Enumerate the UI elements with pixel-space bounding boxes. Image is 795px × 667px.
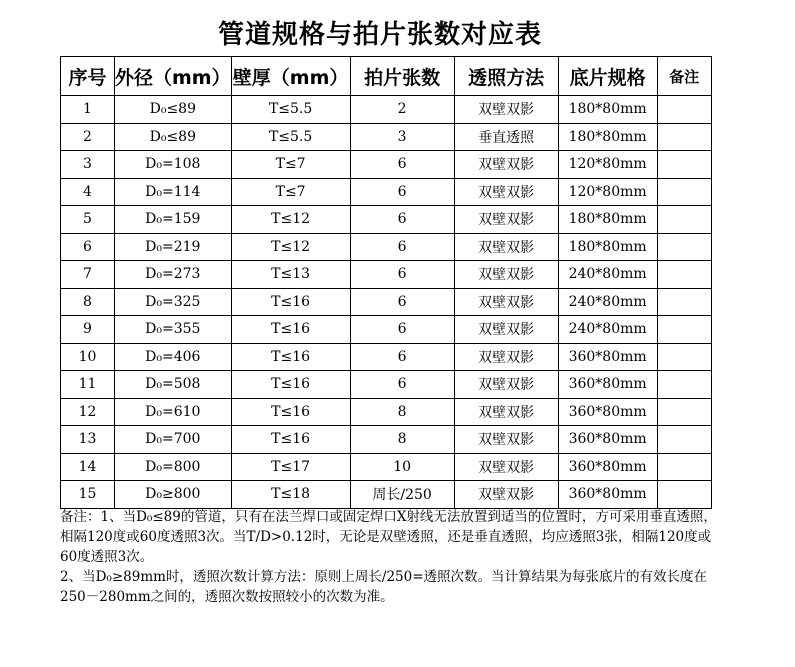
cell-outer-diameter: D₀=700: [115, 426, 232, 454]
cell-film-count: 6: [350, 151, 454, 179]
header-film-count: 拍片张数: [350, 57, 454, 96]
cell-remarks: [657, 96, 711, 124]
cell-film-spec: 360*80mm: [558, 343, 657, 371]
cell-outer-diameter: D₀≤89: [115, 123, 232, 151]
cell-wall-thickness: T≤16: [231, 316, 350, 344]
cell-film-count: 6: [350, 233, 454, 261]
cell-wall-thickness: T≤18: [231, 481, 350, 509]
cell-remarks: [657, 398, 711, 426]
cell-method: 双壁双影: [454, 288, 558, 316]
cell-film-spec: 360*80mm: [558, 426, 657, 454]
cell-method: 双壁双影: [454, 261, 558, 289]
table-row: [61, 206, 712, 234]
cell-film-count: 6: [350, 288, 454, 316]
cell-outer-diameter: D₀=406: [115, 343, 232, 371]
cell-outer-diameter: D₀=610: [115, 398, 232, 426]
cell-wall-thickness: T≤12: [231, 206, 350, 234]
cell-remarks: [657, 426, 711, 454]
cell-method: 垂直透照: [454, 123, 558, 151]
cell-index: 4: [61, 178, 115, 206]
cell-film-spec: 240*80mm: [558, 288, 657, 316]
cell-index: 13: [61, 426, 115, 454]
cell-remarks: [657, 206, 711, 234]
cell-film-count: 6: [350, 261, 454, 289]
cell-method: 双壁双影: [454, 96, 558, 124]
cell-outer-diameter: D₀=219: [115, 233, 232, 261]
note-2: 2、当D₀≥89mm时，透照次数计算方法：原则上周长/250=透照次数。当计算结果为每张底片的有效长度在250－280mm之间的，透照次数按照较小的次数为准。: [60, 569, 708, 605]
cell-outer-diameter: D₀=108: [115, 151, 232, 179]
cell-film-count: 6: [350, 371, 454, 399]
cell-wall-thickness: T≤7: [231, 151, 350, 179]
table-header-row: [61, 57, 712, 96]
cell-method: 双壁双影: [454, 426, 558, 454]
cell-film-spec: 120*80mm: [558, 151, 657, 179]
cell-film-count: 8: [350, 398, 454, 426]
cell-method: 双壁双影: [454, 178, 558, 206]
cell-index: 7: [61, 261, 115, 289]
table-row: [61, 96, 712, 124]
page-title: 管道规格与拍片张数对应表: [217, 20, 542, 50]
cell-remarks: [657, 261, 711, 289]
cell-method: 双壁双影: [454, 398, 558, 426]
cell-remarks: [657, 178, 711, 206]
note-1: 备注：1、当D₀≤89的管道，只有在法兰焊口或固定焊口X射线无法放置到适当的位置时，方可采用垂直透照，相隔120度或60度透照3次。当T/D>0.12时，无论是双壁透照，还是垂直透照，均应透照3张，相隔120度或60度透照3次。: [60, 509, 717, 565]
cell-wall-thickness: T≤16: [231, 288, 350, 316]
cell-method: 双壁双影: [454, 343, 558, 371]
cell-wall-thickness: T≤13: [231, 261, 350, 289]
cell-index: 2: [61, 123, 115, 151]
table-row: [61, 178, 712, 206]
cell-film-count: 3: [350, 123, 454, 151]
cell-index: 1: [61, 96, 115, 124]
table-row: [61, 371, 712, 399]
cell-wall-thickness: T≤17: [231, 453, 350, 481]
cell-wall-thickness: T≤7: [231, 178, 350, 206]
header-index: 序号: [61, 57, 115, 96]
header-wall-thickness: 壁厚（mm）: [231, 57, 350, 96]
table-row: [61, 261, 712, 289]
cell-film-spec: 360*80mm: [558, 398, 657, 426]
cell-film-count: 周长/250: [350, 481, 454, 509]
cell-film-spec: 180*80mm: [558, 206, 657, 234]
cell-index: 14: [61, 453, 115, 481]
cell-outer-diameter: D₀=159: [115, 206, 232, 234]
cell-index: 12: [61, 398, 115, 426]
cell-outer-diameter: D₀=800: [115, 453, 232, 481]
cell-outer-diameter: D₀≤89: [115, 96, 232, 124]
cell-outer-diameter: D₀≥800: [115, 481, 232, 509]
cell-method: 双壁双影: [454, 233, 558, 261]
cell-index: 15: [61, 481, 115, 509]
cell-film-count: 6: [350, 316, 454, 344]
table-row: [61, 288, 712, 316]
cell-outer-diameter: D₀=273: [115, 261, 232, 289]
cell-remarks: [657, 316, 711, 344]
header-remarks: 备注: [657, 57, 711, 96]
cell-film-spec: 360*80mm: [558, 453, 657, 481]
cell-film-count: 10: [350, 453, 454, 481]
cell-film-count: 6: [350, 206, 454, 234]
cell-wall-thickness: T≤5.5: [231, 123, 350, 151]
cell-remarks: [657, 481, 711, 509]
table-row: [61, 233, 712, 261]
table-row: [61, 316, 712, 344]
cell-remarks: [657, 288, 711, 316]
cell-film-count: 2: [350, 96, 454, 124]
cell-method: 双壁双影: [454, 206, 558, 234]
cell-index: 3: [61, 151, 115, 179]
cell-outer-diameter: D₀=355: [115, 316, 232, 344]
table-row: [61, 426, 712, 454]
cell-method: 双壁双影: [454, 371, 558, 399]
cell-method: 双壁双影: [454, 453, 558, 481]
cell-index: 9: [61, 316, 115, 344]
header-outer-diameter: 外径（mm）: [115, 57, 232, 96]
cell-method: 双壁双影: [454, 316, 558, 344]
cell-wall-thickness: T≤16: [231, 371, 350, 399]
cell-film-spec: 120*80mm: [558, 178, 657, 206]
header-film-spec: 底片规格: [558, 57, 657, 96]
cell-film-spec: 360*80mm: [558, 371, 657, 399]
cell-method: 双壁双影: [454, 481, 558, 509]
cell-index: 6: [61, 233, 115, 261]
header-method: 透照方法: [454, 57, 558, 96]
notes: [60, 507, 720, 607]
cell-outer-diameter: D₀=325: [115, 288, 232, 316]
cell-film-count: 6: [350, 343, 454, 371]
cell-wall-thickness: T≤16: [231, 398, 350, 426]
table-row: [61, 398, 712, 426]
cell-remarks: [657, 151, 711, 179]
cell-wall-thickness: T≤16: [231, 426, 350, 454]
table-row: [61, 151, 712, 179]
cell-outer-diameter: D₀=114: [115, 178, 232, 206]
cell-film-spec: 180*80mm: [558, 96, 657, 124]
cell-film-spec: 240*80mm: [558, 316, 657, 344]
cell-wall-thickness: T≤16: [231, 343, 350, 371]
cell-remarks: [657, 343, 711, 371]
cell-film-count: 8: [350, 426, 454, 454]
table-row: [61, 123, 712, 151]
cell-remarks: [657, 233, 711, 261]
cell-index: 5: [61, 206, 115, 234]
cell-film-spec: 180*80mm: [558, 233, 657, 261]
cell-film-count: 6: [350, 178, 454, 206]
table-row: [61, 453, 712, 481]
cell-method: 双壁双影: [454, 151, 558, 179]
cell-index: 8: [61, 288, 115, 316]
cell-film-spec: 240*80mm: [558, 261, 657, 289]
cell-index: 10: [61, 343, 115, 371]
cell-film-spec: 360*80mm: [558, 481, 657, 509]
table-row: [61, 343, 712, 371]
cell-index: 11: [61, 371, 115, 399]
cell-outer-diameter: D₀=508: [115, 371, 232, 399]
cell-remarks: [657, 371, 711, 399]
cell-film-spec: 180*80mm: [558, 123, 657, 151]
cell-wall-thickness: T≤5.5: [231, 96, 350, 124]
table-row: [61, 481, 712, 509]
cell-remarks: [657, 123, 711, 151]
spec-table: [60, 56, 712, 509]
cell-remarks: [657, 453, 711, 481]
cell-wall-thickness: T≤12: [231, 233, 350, 261]
